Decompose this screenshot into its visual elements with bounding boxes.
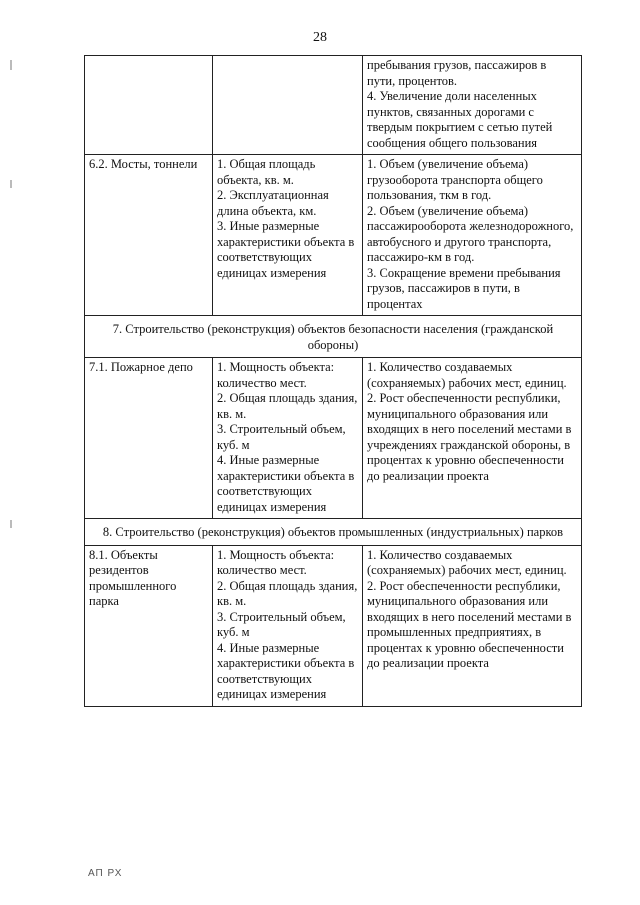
scan-edge-mark — [10, 180, 12, 188]
cell-text: 3. Иные размерные характеристики объекта в соответствующих единицах измерения — [217, 219, 355, 280]
cell-text: 1. Количество создаваемых (сохраняемых) рабочих мест, единиц. — [367, 360, 567, 390]
section-title: 8. Строительство (реконструкция) объектов промышленных (индустриальных) парков — [85, 519, 582, 546]
cell-text: 4. Иные размерные характеристики объекта в соответствующих единицах измерения — [217, 640, 355, 701]
section-header-row — [85, 519, 582, 546]
table-row — [85, 155, 582, 316]
table-row — [85, 56, 582, 155]
cell-text: 2. Рост обеспеченности республики, муниципального образования или входящих в него поселений местами в промышленных предприятиях, в процентах к уровню обеспеченности до реализации проекта — [367, 578, 572, 670]
indicators-cell — [363, 155, 582, 316]
cell-text: 2. Общая площадь здания, кв. м. — [217, 391, 358, 421]
indicators-cell — [363, 56, 582, 155]
indicators-cell — [363, 358, 582, 519]
scan-edge-mark — [10, 520, 12, 528]
object-cell — [85, 56, 213, 155]
cell-text: 6.2. Мосты, тоннели — [89, 157, 198, 171]
table-row — [85, 545, 582, 706]
table-row — [85, 358, 582, 519]
section-header-row — [85, 316, 582, 358]
cell-text: 2. Рост обеспеченности республики, муниципального образования или входящих в него поселений местами в учреждениях гражданской обороны, в процентах к уровню обеспеченности до реализации проекта — [367, 391, 572, 483]
object-cell — [85, 155, 213, 316]
table-body — [85, 56, 582, 707]
characteristics-cell — [213, 358, 363, 519]
indicators-cell — [363, 545, 582, 706]
cell-text: пребывания грузов, пассажиров в пути, процентов. — [367, 58, 547, 88]
cell-text: 4. Увеличение доли населенных пунктов, связанных дорогами с твердым покрытием с сетью путей сообщения общего пользования — [367, 89, 553, 150]
object-cell — [85, 358, 213, 519]
cell-text: 1. Мощность объекта: количество мест. — [217, 360, 335, 390]
page-number: 28 — [313, 30, 327, 45]
cell-text: 2. Общая площадь здания, кв. м. — [217, 578, 358, 608]
cell-text: 3. Сокращение времени пребывания грузов, пассажиров в пути, в процентах — [367, 265, 561, 311]
section-title: 7. Строительство (реконструкция) объектов безопасности населения (гражданской обороны) — [85, 316, 582, 358]
cell-text: 1. Объем (увеличение объема) грузооборота транспорта общего пользования, ткм в год. — [367, 157, 543, 202]
cell-text: 1. Мощность объекта: количество мест. — [217, 547, 335, 577]
indicators-table — [84, 55, 582, 707]
characteristics-cell — [213, 155, 363, 316]
cell-text: 7.1. Пожарное депо — [89, 360, 193, 374]
cell-text: 8.1. Объекты резидентов промышленного парка — [89, 547, 177, 608]
cell-text: 2. Объем (увеличение объема) пассажирооборота железнодорожного, автобусного и другого транспорта, пассажиро-км в год. — [367, 203, 574, 264]
characteristics-cell — [213, 545, 363, 706]
cell-text: 3. Строительный объем, куб. м — [217, 609, 346, 639]
cell-text: 1. Количество создаваемых (сохраняемых) рабочих мест, единиц. — [367, 547, 567, 577]
scan-edge-mark — [10, 60, 12, 70]
archive-stamp: АП РХ — [88, 868, 123, 879]
cell-text: 3. Строительный объем, куб. м — [217, 422, 346, 452]
cell-text: 2. Эксплуатационная длина объекта, км. — [217, 188, 329, 218]
object-cell — [85, 545, 213, 706]
cell-text: 4. Иные размерные характеристики объекта в соответствующих единицах измерения — [217, 453, 355, 514]
cell-text: 1. Общая площадь объекта, кв. м. — [217, 157, 316, 187]
characteristics-cell — [213, 56, 363, 155]
